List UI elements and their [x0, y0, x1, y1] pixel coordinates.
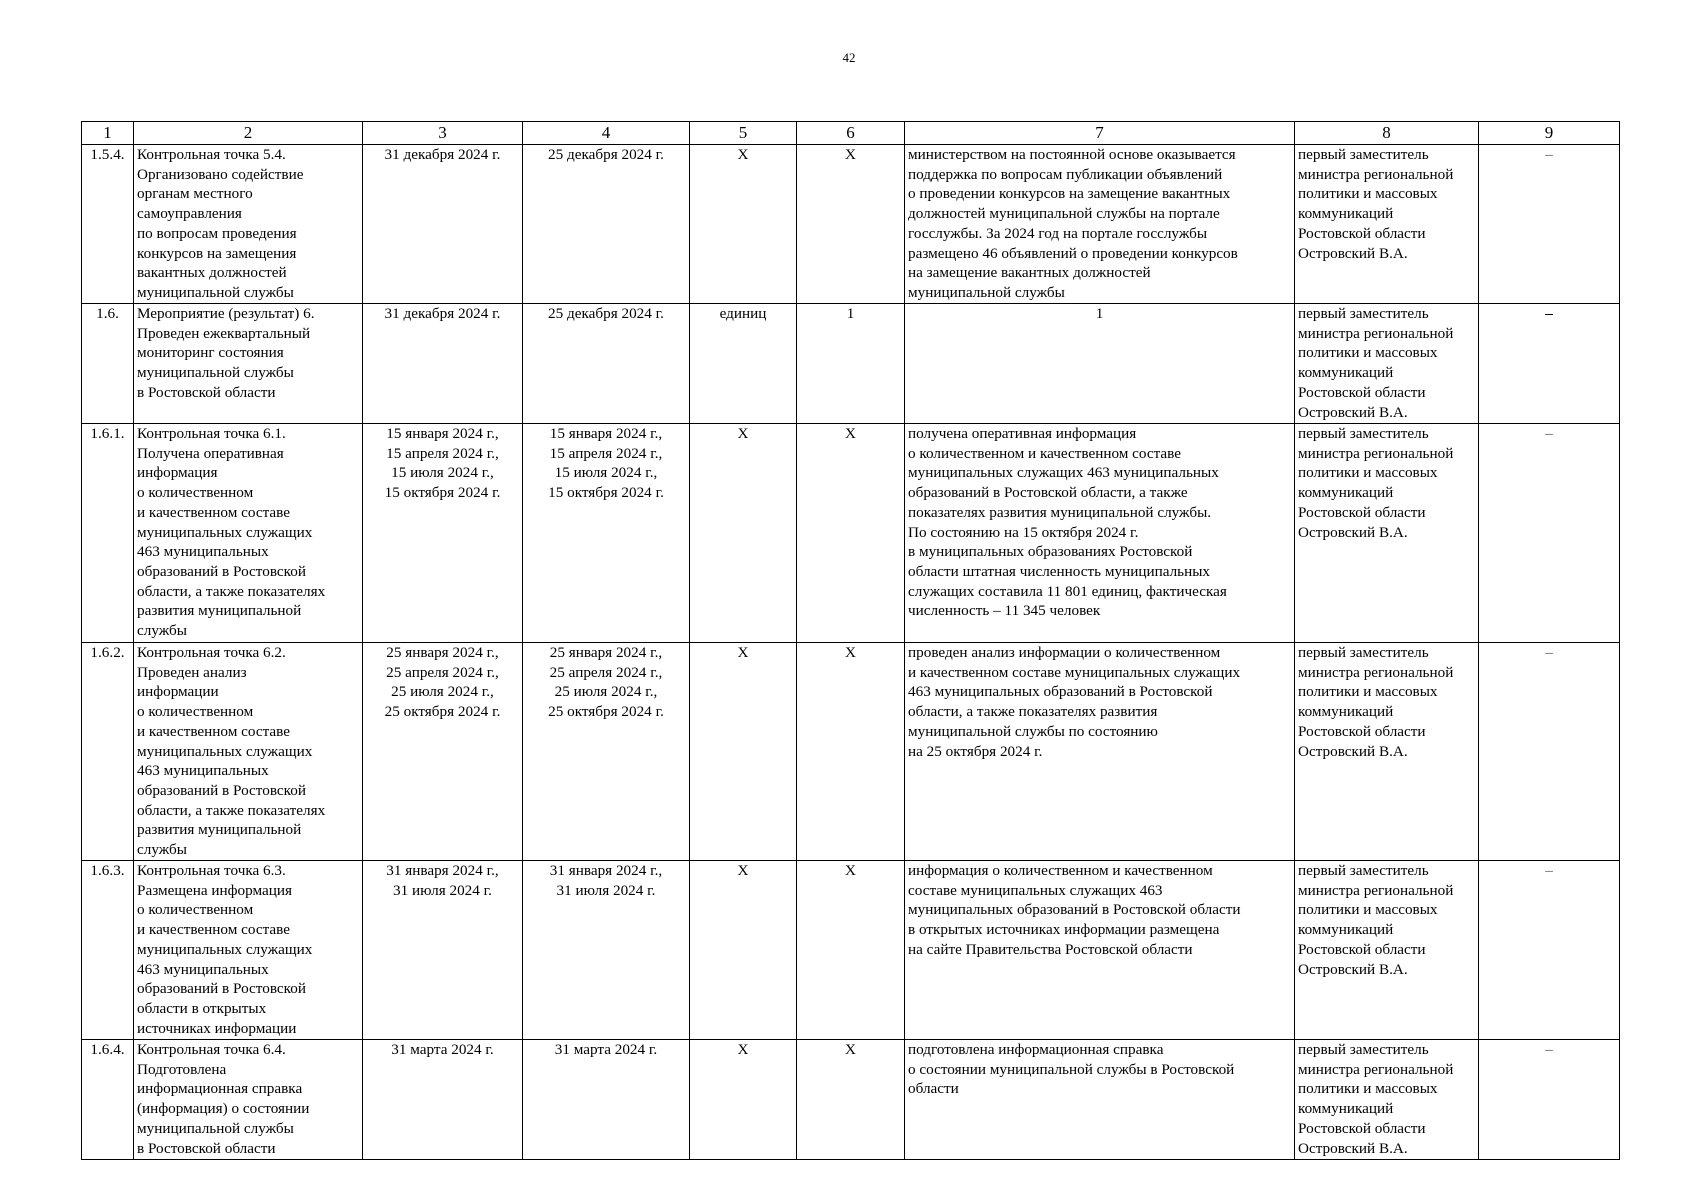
- report-table: [81, 121, 1620, 1160]
- plan-value: X: [797, 643, 905, 861]
- unit: X: [690, 861, 797, 1040]
- unit: X: [690, 643, 797, 861]
- event-name: Мероприятие (результат) 6. Проведен ежеквартальный мониторинг состояния муниципальной службы в Ростовской области: [134, 304, 363, 424]
- plan-date: 31 декабря 2024 г.: [363, 304, 523, 424]
- plan-value: X: [797, 1040, 905, 1160]
- row-number: 1.6.1.: [82, 424, 134, 643]
- note: –: [1479, 1040, 1620, 1160]
- plan-date: 31 декабря 2024 г.: [363, 145, 523, 304]
- column-header: 1: [82, 122, 134, 145]
- row-number: 1.6.2.: [82, 643, 134, 861]
- column-header: 2: [134, 122, 363, 145]
- event-name: Контрольная точка 6.2. Проведен анализ информации о количественном и качественном составе муниципальных служащих 463 муниципальных образований в Ростовской области, а также показателях развития муниципальной службы: [134, 643, 363, 861]
- note: –: [1479, 424, 1620, 643]
- result-text: подготовлена информационная справка о состоянии муниципальной службы в Ростовской области: [905, 1040, 1295, 1160]
- responsible: первый заместитель министра региональной политики и массовых коммуникаций Ростовской области Островский В.А.: [1295, 145, 1479, 304]
- unit: X: [690, 145, 797, 304]
- note: –: [1479, 643, 1620, 861]
- unit: X: [690, 1040, 797, 1160]
- table-row: [82, 1040, 1620, 1160]
- note: –: [1479, 304, 1620, 424]
- row-number: 1.5.4.: [82, 145, 134, 304]
- plan-value: 1: [797, 304, 905, 424]
- responsible: первый заместитель министра региональной политики и массовых коммуникаций Ростовской области Островский В.А.: [1295, 304, 1479, 424]
- column-header: 8: [1295, 122, 1479, 145]
- fact-date: 25 января 2024 г., 25 апреля 2024 г., 25 июля 2024 г., 25 октября 2024 г.: [523, 643, 690, 861]
- page-number: 42: [842, 50, 856, 65]
- plan-date: 31 марта 2024 г.: [363, 1040, 523, 1160]
- event-name: Контрольная точка 5.4. Организовано содействие органам местного самоуправления по вопросам проведения конкурсов на замещения вакантных должностей муниципальной службы: [134, 145, 363, 304]
- row-number: 1.6.3.: [82, 861, 134, 1040]
- fact-date: 31 марта 2024 г.: [523, 1040, 690, 1160]
- event-name: Контрольная точка 6.3. Размещена информация о количественном и качественном составе муниципальных служащих 463 муниципальных образований в Ростовской области в открытых источниках информации: [134, 861, 363, 1040]
- table-row: [82, 643, 1620, 861]
- unit: единиц: [690, 304, 797, 424]
- fact-date: 25 декабря 2024 г.: [523, 304, 690, 424]
- fact-date: 25 декабря 2024 г.: [523, 145, 690, 304]
- plan-value: X: [797, 861, 905, 1040]
- column-header: 9: [1479, 122, 1620, 145]
- note: –: [1479, 145, 1620, 304]
- column-header: 5: [690, 122, 797, 145]
- result-text: проведен анализ информации о количественном и качественном составе муниципальных служащих 463 муниципальных образований в Ростовской области, а также показателях развития муниципальной службы по состоянию на 25 октября 2024 г.: [905, 643, 1295, 861]
- plan-value: X: [797, 145, 905, 304]
- result-text: 1: [905, 304, 1295, 424]
- row-number: 1.6.4.: [82, 1040, 134, 1160]
- column-header: 4: [523, 122, 690, 145]
- event-name: Контрольная точка 6.1. Получена оперативная информация о количественном и качественном составе муниципальных служащих 463 муниципальных образований в Ростовской области, а также показателях развития муниципальной службы: [134, 424, 363, 643]
- column-header: 3: [363, 122, 523, 145]
- table-row: [82, 861, 1620, 1040]
- result-text: министерством на постоянной основе оказывается поддержка по вопросам публикации объявлений о проведении конкурсов на замещение вакантных должностей муниципальной службы на портале госслужбы. За 2024 год на портале госслужбы размещено 46 объявлений о проведении конкурсов на замещение вакантных должностей муниципальной службы: [905, 145, 1295, 304]
- plan-date: 25 января 2024 г., 25 апреля 2024 г., 25 июля 2024 г., 25 октября 2024 г.: [363, 643, 523, 861]
- unit: X: [690, 424, 797, 643]
- responsible: первый заместитель министра региональной политики и массовых коммуникаций Ростовской области Островский В.А.: [1295, 424, 1479, 643]
- responsible: первый заместитель министра региональной политики и массовых коммуникаций Ростовской области Островский В.А.: [1295, 643, 1479, 861]
- column-header: 6: [797, 122, 905, 145]
- row-number: 1.6.: [82, 304, 134, 424]
- table-header-row: [82, 122, 1620, 145]
- table-row: [82, 304, 1620, 424]
- event-name: Контрольная точка 6.4. Подготовлена информационная справка (информация) о состоянии муниципальной службы в Ростовской области: [134, 1040, 363, 1160]
- responsible: первый заместитель министра региональной политики и массовых коммуникаций Ростовской области Островский В.А.: [1295, 861, 1479, 1040]
- result-text: информация о количественном и качественном составе муниципальных служащих 463 муниципальных образований в Ростовской области в открытых источниках информации размещена на сайте Правительства Ростовской области: [905, 861, 1295, 1040]
- fact-date: 31 января 2024 г., 31 июля 2024 г.: [523, 861, 690, 1040]
- result-text: получена оперативная информация о количественном и качественном составе муниципальных служащих 463 муниципальных образований в Ростовской области, а также показателях развития муниципальной службы. По состоянию на 15 октября 2024 г. в муниципальных образованиях Ростовской области штатная численность муниципальных служащих составила 11 801 единиц, фактическая численность – 11 345 человек: [905, 424, 1295, 643]
- responsible: первый заместитель министра региональной политики и массовых коммуникаций Ростовской области Островский В.А.: [1295, 1040, 1479, 1160]
- plan-value: X: [797, 424, 905, 643]
- note: –: [1479, 861, 1620, 1040]
- plan-date: 31 января 2024 г., 31 июля 2024 г.: [363, 861, 523, 1040]
- column-header: 7: [905, 122, 1295, 145]
- table-row: [82, 145, 1620, 304]
- fact-date: 15 января 2024 г., 15 апреля 2024 г., 15 июля 2024 г., 15 октября 2024 г.: [523, 424, 690, 643]
- plan-date: 15 января 2024 г., 15 апреля 2024 г., 15 июля 2024 г., 15 октября 2024 г.: [363, 424, 523, 643]
- table-row: [82, 424, 1620, 643]
